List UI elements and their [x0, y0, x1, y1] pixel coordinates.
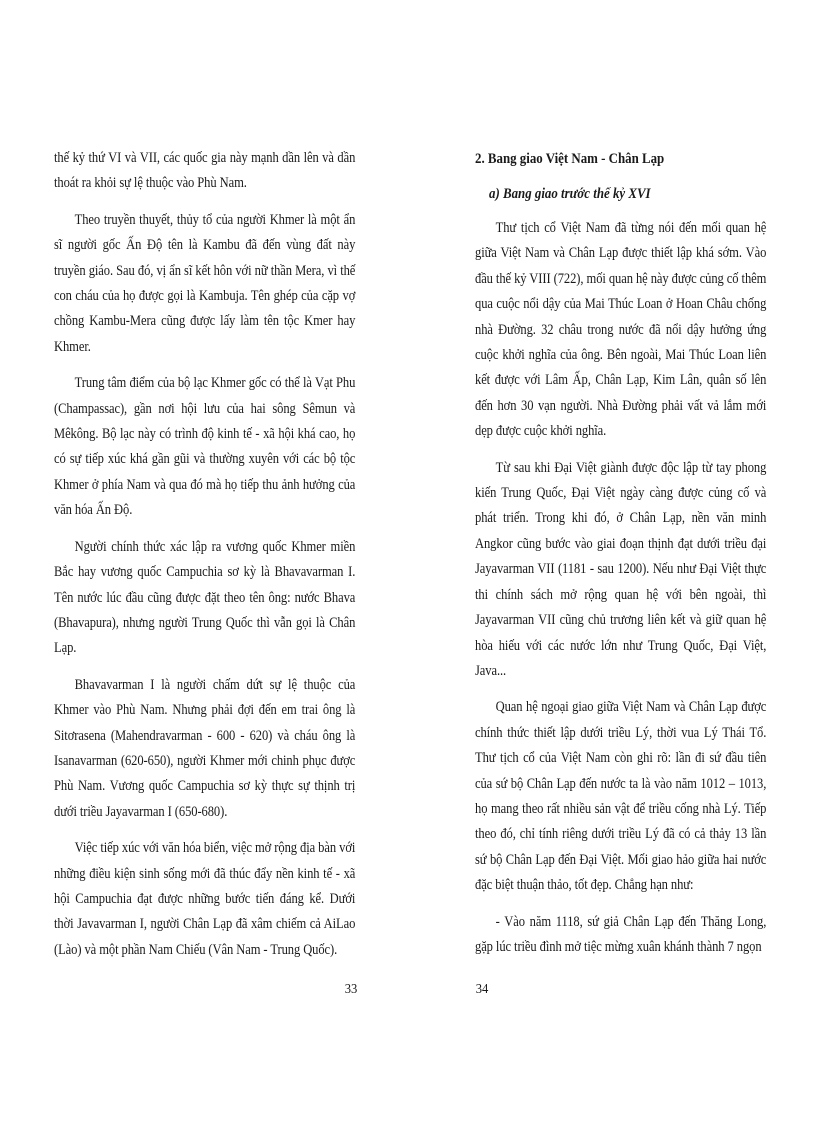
left-page-text	[54, 146, 356, 974]
paragraph: Theo truyền thuyết, thủy tổ của người Khmer là một ẩn sĩ người gốc Ấn Độ tên là Kambu đã đến vùng đất này truyền giáo. Sau đó, vị ẩn sĩ kết hôn với nữ thần Mera, vì thế con cháu của họ được gọi là Kambuja. Tên ghép của cặp vợ chồng Kambu-Mera cũng được lấy làm tên tộc Kmer hay Khmer.	[54, 211, 356, 355]
paragraph: Từ sau khi Đại Việt giành được độc lập từ tay phong kiến Trung Quốc, Đại Việt ngày càng được củng cố và phát triển. Trong khi đó, ở Chân Lạp, nền văn minh Angkor cũng bước vào giai đoạn thịnh đạt dưới triều đại Jayavarman VII (1181 - sau 1200). Nếu như Đại Việt thực thi chính sách mở rộng quan hệ với bên ngoài, thì Jayavarman VII cũng chủ trương liên kết và giữ quan hệ hòa hiếu với các nước lớn như Trung Quốc, Đại Việt, Java...	[475, 459, 767, 679]
paragraph: Thư tịch cổ Việt Nam đã từng nói đến mối quan hệ giữa Việt Nam và Chân Lạp được thiết lập khá sớm. Vào đầu thế kỷ VIII (722), mối quan hệ này được củng cố thêm qua cuộc nổi dậy của Mai Thúc Loan ở Hoan Châu chống nhà Đường. 32 châu trong nước đã nổi dậy hưởng ứng cuộc khởi nghĩa của ông. Bên ngoài, Mai Thúc Loan liên kết được với Lâm Ấp, Chân Lạp, Kim Lân, quân số lên đến hơn 30 vạn người. Nhà Đường phải vất vả lắm mới dẹp được cuộc khởi nghĩa.	[475, 220, 767, 440]
section-heading: 2. Bang giao Việt Nam - Chân Lạp	[475, 151, 665, 167]
paragraph: Quan hệ ngoại giao giữa Việt Nam và Chân Lạp được chính thức thiết lập dưới triều Lý, thời vua Lý Thái Tổ. Thư tịch cổ của Việt Nam còn ghi rõ: lần đi sứ đầu tiên của sứ bộ Chân Lạp đến nước ta là vào năm 1012 – 1013, họ mang theo rất nhiều sản vật để triều cống nhà Lý. Tiếp theo đó, chỉ tính riêng dưới triều Lý đã có cả thảy 13 lần sứ bộ Chân Lạp đến Đại Việt. Mối giao hảo giữa hai nước đặc biệt thuận thảo, tốt đẹp. Chẳng hạn như:	[475, 699, 767, 894]
right-page-text	[475, 148, 767, 971]
paragraph: Bhavavarman I là người chấm dứt sự lệ thuộc của Khmer vào Phù Nam. Nhưng phải đợi đến em trai ông là Sitơrasena (Mahendravarman - 600 - 620) và cháu ông là Isanavarman (620-650), người Khmer mới chinh phục được Phù Nam. Vương quốc Campuchia sơ kỳ thực sự thịnh trị dưới triều Jayavarman I (650-680).	[54, 676, 356, 820]
page-number: 33	[344, 982, 358, 997]
paragraph: thế kỷ thứ VI và VII, các quốc gia này mạnh dần lên và dần thoát ra khỏi sự lệ thuộc vào Phù Nam.	[54, 150, 356, 192]
paragraph: Việc tiếp xúc với văn hóa biển, việc mở rộng địa bàn với những điều kiện sinh sống mới đã thúc đẩy nền kinh tế - xã hội Campuchia đạt được những bước tiến đáng kể. Dưới thời Javavarman I, người Chân Lạp đã xâm chiếm cả AiLao (Lào) và một phần Nam Chiếu (Vân Nam - Trung Quốc).	[54, 840, 356, 958]
paragraph: Người chính thức xác lập ra vương quốc Khmer miền Bắc hay vương quốc Campuchia sơ kỳ là Bhavavarman I. Tên nước lúc đầu cũng được đặt theo tên ông: nước Bhava (Bhavapura), nhưng người Trung Quốc thì vẫn gọi là Chân Lạp.	[54, 538, 356, 657]
paragraph: - Vào năm 1118, sứ giả Chân Lạp đến Thăng Long, gặp lúc triều đình mở tiệc mừng xuân khánh thành 7 ngọn	[475, 913, 767, 955]
subsection-heading: a) Bang giao trước thế kỷ XVI	[489, 186, 651, 202]
paragraph: Trung tâm điểm của bộ lạc Khmer gốc có thể là Vạt Phu (Champassac), gần nơi hội lưu của hai sông Sêmun và Mêkông. Bộ lạc này có trình độ kinh tế - xã hội khá cao, họ có sự tiếp xúc khá gần gũi và thường xuyên với các bộ tộc Khmer ở phía Nam và qua đó mà họ tiếp thu ảnh hưởng của văn hóa Ấn Độ.	[54, 375, 356, 519]
page-number: 34	[475, 982, 489, 997]
